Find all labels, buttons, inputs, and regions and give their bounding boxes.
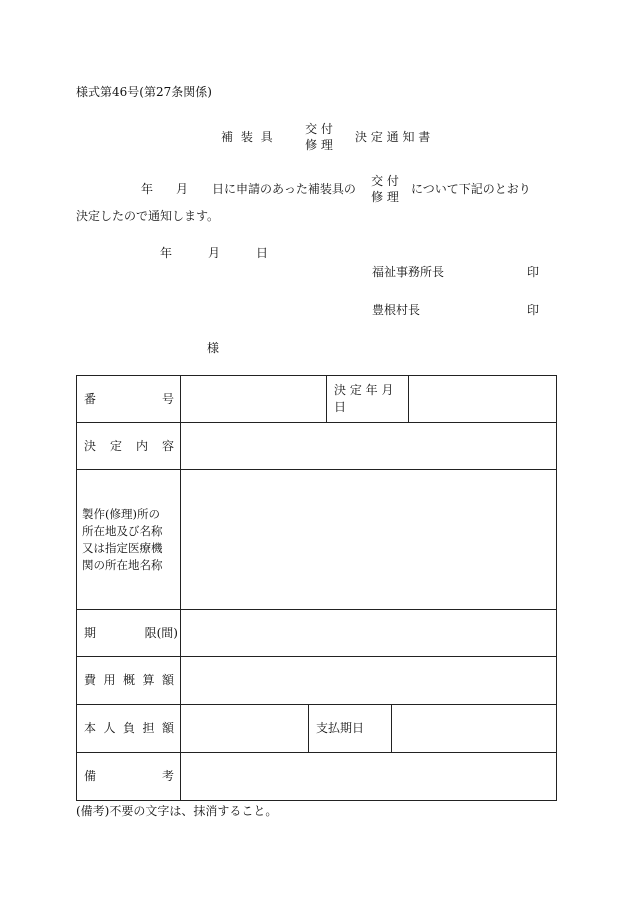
body-date-year: 年 [141,182,154,196]
row-number [77,376,557,423]
form-number: 様式第46号(第27条関係) [76,85,212,99]
body-choice [363,175,407,203]
signatory-mayor-title: 豊根村長 [372,303,421,317]
cost-estimate-label: 費 用 概 算 額 [77,657,181,705]
body-date-month: 月 [176,182,189,196]
period-value[interactable] [181,610,557,657]
row-self-burden [77,705,557,753]
decision-date-value[interactable] [409,376,557,423]
body-text-after: について下記のとおり [411,182,531,196]
signatory-welfare-seal: 印 [527,265,540,279]
number-label: 番 号 [77,376,181,423]
row-decision-content [77,423,557,470]
cost-estimate-value[interactable] [181,657,557,705]
issue-date-day: 日 [256,246,269,260]
decision-content-label: 決 定 内 容 [77,423,181,470]
title-prefix: 補 装 具 [221,130,275,144]
body-line2: 決定したので通知します。 [76,209,220,223]
row-period [77,610,557,657]
payment-date-label: 支払期日 [309,705,392,753]
issue-date-month: 月 [208,246,221,260]
row-remarks [77,753,557,801]
self-burden-label: 本 人 負 担 額 [77,705,181,753]
body-text-before: 日に申請のあった補装具の [212,182,356,196]
body-choice-top: 交 付 [371,174,399,188]
row-manufacturer [77,470,557,610]
issue-date-year: 年 [160,246,173,260]
title-choice-bottom: 修 理 [305,138,333,152]
remarks-value[interactable] [181,753,557,801]
remarks-label: 備 考 [77,753,181,801]
addressee-honorific: 様 [207,341,220,355]
title-choice [289,123,349,151]
footnote: (備考)不要の文字は、抹消すること。 [76,804,278,818]
title-suffix: 決 定 通 知 書 [355,130,431,144]
signatory-mayor-seal: 印 [527,303,540,317]
title-choice-top: 交 付 [305,122,333,136]
manufacturer-value[interactable] [181,470,557,610]
row-cost-estimate [77,657,557,705]
payment-date-value[interactable] [392,705,557,753]
body-choice-bottom: 修 理 [371,190,399,204]
signatory-welfare-title: 福祉事務所長 [372,265,445,279]
decision-table [76,375,557,801]
manufacturer-label: 製作(修理)所の 所在地及び名称 又は指定医療機 関の所在地名称 [77,470,181,610]
self-burden-value[interactable] [181,705,309,753]
number-value[interactable] [181,376,327,423]
period-label: 期 限(間) [77,610,181,657]
decision-date-label: 決 定 年 月 日 [327,376,409,423]
decision-content-value[interactable] [181,423,557,470]
